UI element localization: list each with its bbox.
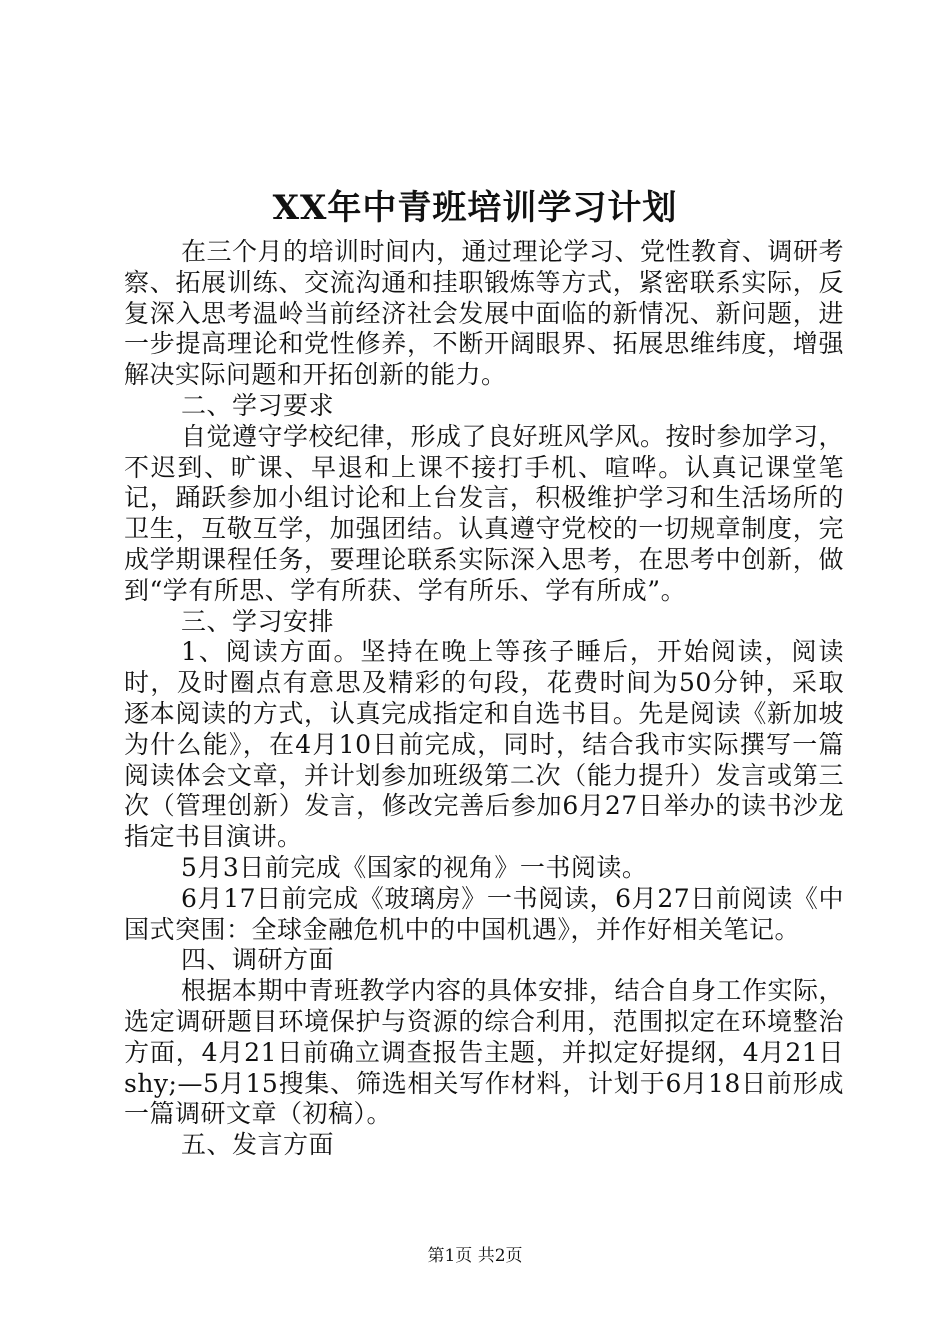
section-heading-speech: 五、发言方面 [181, 1130, 335, 1160]
page-number-footer: 第1页 共2页 [427, 1246, 523, 1266]
section-heading-requirements: 二、学习要求 [181, 390, 335, 420]
intro-paragraph: 在三个月的培训时间内，通过理论学习、党性教育、调研考察、拓展训练、交流沟通和挂职锻炼等方式，紧密联系实际，反复深入思考温岭当前经济社会发展中面临的新情况、新问题，进一步提高理论和党性修养，不断开阔眼界、拓展思维纬度，增强解决实际问题和开拓创新的能力。 [124, 237, 845, 390]
document-title: XX年中青班培训学习计划 [272, 188, 678, 228]
section-heading-research: 四、调研方面 [181, 945, 335, 975]
research-paragraph: 根据本期中青班教学内容的具体安排，结合自身工作实际，选定调研题目环境保护与资源的综合利用，范围拟定在环境整治方面，4月21日前确立调查报告主题，并拟定好提纲，4月21日shy;—5月15搜集、筛选相关写作材料，计划于6月18日前形成一篇调研文章（初稿）。 [124, 976, 845, 1129]
reading-plan-may-paragraph: 5月3日前完成《国家的视角》一书阅读。 [181, 852, 648, 882]
reading-plan-paragraph: 1、阅读方面。坚持在晚上等孩子睡后，开始阅读，阅读时，及时圈点有意思及精彩的句段，花费时间为50分钟，采取逐本阅读的方式，认真完成指定和自选书目。先是阅读《新加坡为什么能》，在4月10日前完成，同时，结合我市实际撰写一篇阅读体会文章，并计划参加班级第二次（能力提升）发言或第三次（管理创新）发言，修改完善后参加6月27日举办的读书沙龙指定书目演讲。 [124, 637, 844, 852]
reading-plan-june-paragraph: 6月17日前完成《玻璃房》一书阅读，6月27日前阅读《中国式突围：全球金融危机中的中国机遇》，并作好相关笔记。 [124, 883, 844, 944]
document-body [124, 237, 844, 1161]
requirements-paragraph: 自觉遵守学校纪律，形成了良好班风学风。按时参加学习，不迟到、旷课、早退和上课不接打手机、喧哗。认真记课堂笔记，踊跃参加小组讨论和上台发言，积极维护学习和生活场所的卫生，互敬互学，加强团结。认真遵守党校的一切规章制度，完成学期课程任务，要理论联系实际深入思考，在思考中创新，做到“学有所思、学有所获、学有所乐、学有所成”。 [124, 421, 845, 605]
section-heading-arrangement: 三、学习安排 [181, 606, 335, 636]
